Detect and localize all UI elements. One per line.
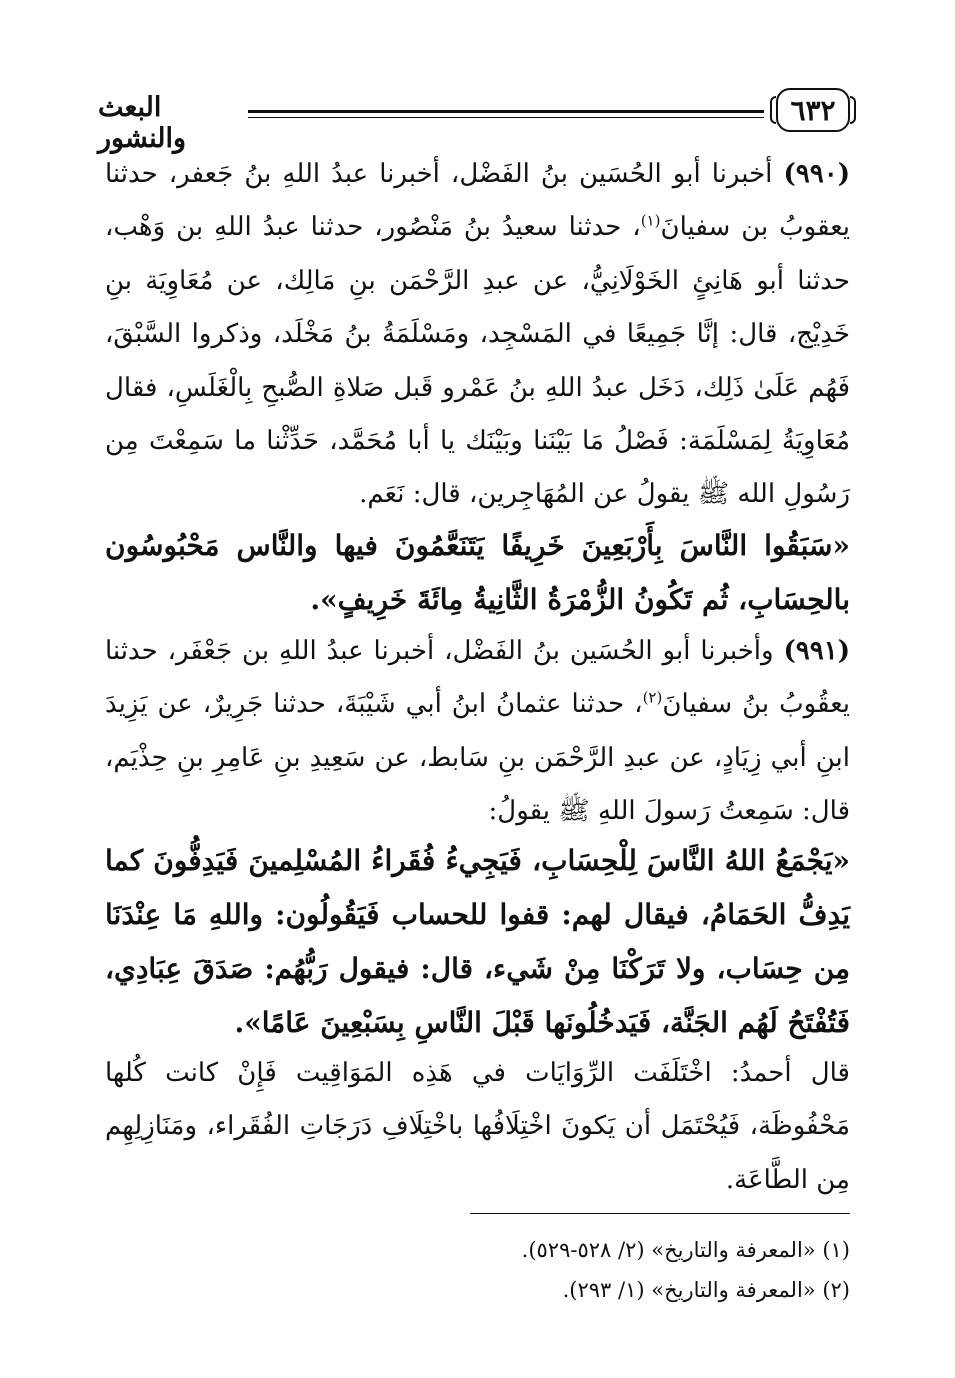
commentary-text: قال أحمدُ: اخْتَلَفَت الرِّوَايَات في هَذِه المَوَاقِيت فَإِنْ كانت كُلها مَحْفُوظَة، فَيُحْتَمَل أن يَكونَ اخْتِلَافُها باخْتِلَافِ دَرَجَاتِ الفُقَراء، ومَنَازِلِهِم مِن الطَّاعَة.	[105, 1058, 850, 1195]
footnote: (١) «المعرفة والتاريخ» (٢/ ٥٢٨-٥٢٩).	[521, 1238, 850, 1262]
isnad-text: وأخبرنا أبو الحُسَين بنُ الفَضْل، أخبرنا عبدُ اللهِ بن جَعْفَر، حدثنا يعقُوبُ بنُ سفيانَ	[105, 636, 851, 720]
footnote-ref: (١)	[640, 211, 661, 230]
hadith-991-matn	[105, 834, 850, 1050]
isnad-text: ، حدثنا عثمانُ ابنُ أبي شَيْبَةَ، حدثنا جَرِيرٌ، عن يَزِيدَ ابنِ أبي زِيَادٍ، عن عبدِ الرَّحْمَن بنِ سَابط، عن سَعِيدِ بنِ عَامِرِ بنِ حِذْيَم، قال: سَمِعتُ رَسولَ اللهِ ﷺ يقولُ:	[105, 689, 850, 827]
running-header	[98, 86, 850, 154]
hadith-number: (٩٩١)	[783, 636, 851, 666]
footnote: (٢) «المعرفة والتاريخ» (١/ ٢٩٣).	[562, 1278, 850, 1302]
hadith-991-isnad	[105, 625, 850, 839]
hadith-990-matn	[105, 519, 850, 627]
hadith-990-isnad	[105, 148, 850, 522]
paragraph	[105, 625, 850, 839]
commentary-block	[105, 1047, 850, 1207]
book-title: البعث والنشور	[98, 92, 186, 154]
footnote-ref: (٢)	[642, 688, 663, 707]
footnotes	[105, 1230, 850, 1310]
isnad-text: ، حدثنا سعيدُ بنُ مَنْصُور، حدثنا عبدُ اللهِ بن وَهْب، حدثنا أبو هَانِئٍ الخَوْلَانِيُّ، عن عبدِ الرَّحْمَن بنِ مَالِك، عن مُعَاوِيَة بنِ خَدِيْج، قال: إنَّا جَمِيعًا في المَسْجِد، ومَسْلَمَةُ بنُ مَخْلَد، وذكروا السَّبْقَ، فَهُم عَلَىٰ ذَلِك، دَخَل عبدُ اللهِ بنُ عَمْرو قَبل صَلاةِ الصُّبحِ بِالْغَلَسِ، فقال مُعَاوِيَةُ لِمَسْلَمَة: فَصْلُ مَا بَيْنَنا وبَيْنَك يا أبا مُحَمَّد، حَدِّثْنا ما سَمِعْتَ مِن رَسُولِ الله ﷺ يقولُ عن المُهَاجِرين، قال: نَعَم.	[105, 212, 850, 510]
page-number: ٦٣٢	[776, 88, 850, 132]
isnad-text: أخبرنا أبو الحُسَين بنُ الفَضْل، أخبرنا عبدُ اللهِ بنُ جَعفر، حدثنا يعقوبُ بن سفيانَ	[105, 159, 850, 243]
hadith-number: (٩٩٠)	[783, 159, 850, 189]
matn-text: «سَبَقُوا النَّاسَ بِأَرْبَعِينَ خَرِيفًا يَتَنَعَّمُونَ فيها والنَّاس مَحْبُوسُون بالحِسَابِ، ثُم تَكُونُ الزُّمْرَةُ الثَّانِيةُ مِائَةَ خَرِيفٍ».	[105, 529, 850, 616]
header-rule-thin	[248, 117, 764, 118]
matn-text: «يَجْمَعُ اللهُ النَّاسَ لِلْحِسَابِ، فَيَجِيءُ فُقَراءُ المُسْلِمينَ فَيَدِفُّونَ كما يَدِفُّ الحَمَامُ، فيقال لهم: قفوا للحساب فَيَقُولُون: واللهِ مَا عِنْدَنَا مِن حِسَاب، ولا تَرَكْنَا مِنْ شَيء، قال: فيقول رَبُّهُم: صَدَقَ عِبَادِي، فَتُفْتَحُ لَهُم الجَنَّة، فَيَدخُلُونَها قَبْلَ النَّاسِ بِسَبْعِينَ عَامًا».	[105, 844, 850, 1039]
footnote-separator	[470, 1213, 850, 1214]
paragraph	[105, 148, 850, 522]
header-rule	[248, 110, 764, 113]
